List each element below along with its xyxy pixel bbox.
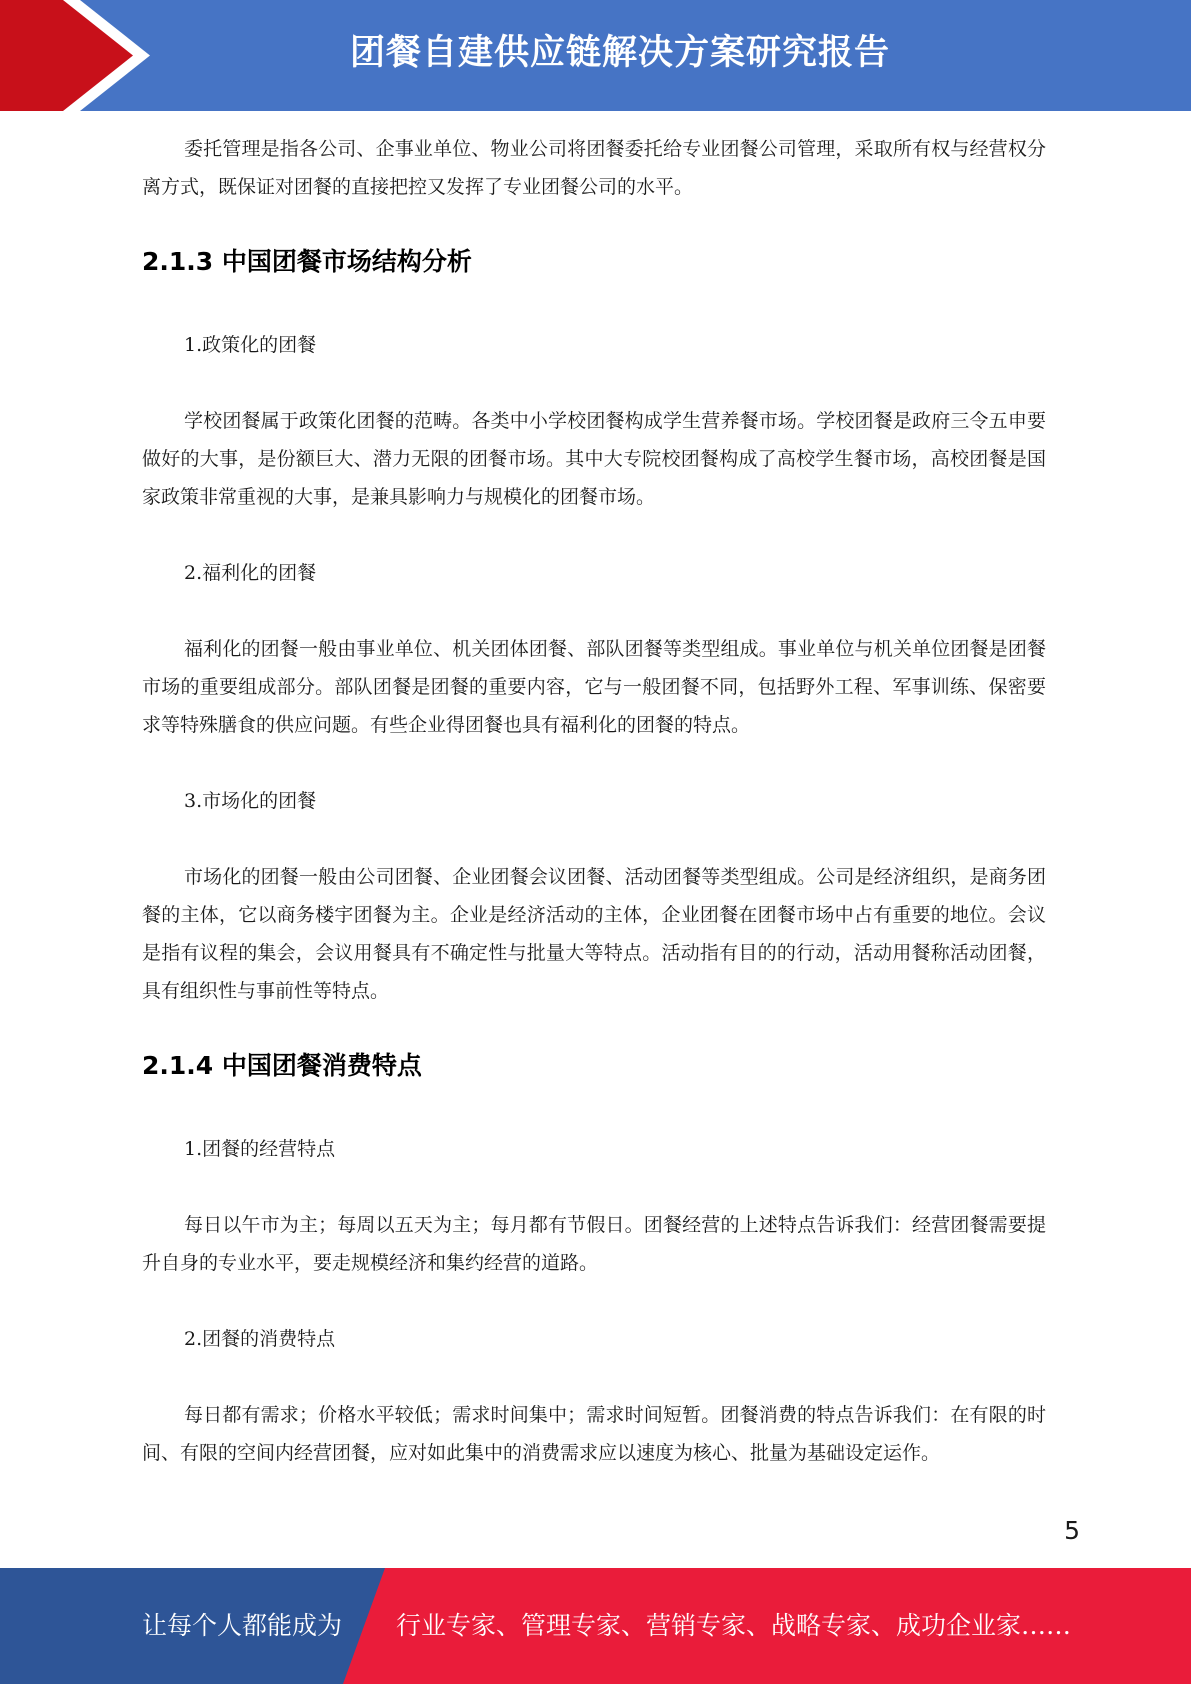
- subheading-welfare-catering: 2.福利化的团餐: [184, 562, 317, 584]
- paragraph-market-catering: 市场化的团餐一般由公司团餐、企业团餐会议团餐、活动团餐等类型组成。公司是经济组织，是商务团餐的主体，它以商务楼宇团餐为主。企业是经济活动的主体，企业团餐在团餐市场中占有重要的地位。会议是指有议程的集会，会议用餐具有不确定性与批量大等特点。活动指有目的的行动，活动用餐称活动团餐，具有组织性与事前性等特点。: [142, 866, 1046, 1002]
- paragraph-policy-catering: 学校团餐属于政策化团餐的范畴。各类中小学校团餐构成学生营养餐市场。学校团餐是政府三令五申要做好的大事，是份额巨大、潜力无限的团餐市场。其中大专院校团餐构成了高校学生餐市场，高校团餐是国家政策非常重视的大事，是兼具影响力与规模化的团餐市场。: [142, 410, 1046, 508]
- page-footer: [0, 1568, 1191, 1684]
- intro-paragraph: 委托管理是指各公司、企事业单位、物业公司将团餐委托给专业团餐公司管理，采取所有权与经营权分离方式，既保证对团餐的直接把控又发挥了专业团餐公司的水平。: [142, 138, 1046, 198]
- page-content: [142, 130, 1046, 1472]
- paragraph-operation-features: 每日以午市为主；每周以五天为主；每月都有节假日。团餐经营的上述特点告诉我们：经营团餐需要提升自身的专业水平，要走规模经济和集约经营的道路。: [142, 1214, 1046, 1274]
- section-title-2-1-4: 2.1.4 中国团餐消费特点: [142, 1051, 422, 1080]
- footer-slogan-right: 行业专家、管理专家、营销专家、战略专家、成功企业家……: [396, 1611, 1072, 1640]
- subheading-policy-catering: 1.政策化的团餐: [184, 334, 317, 356]
- header-chevron-icon: [0, 0, 160, 111]
- subheading-consumption-features: 2.团餐的消费特点: [184, 1328, 336, 1350]
- subheading-operation-features: 1.团餐的经营特点: [184, 1138, 336, 1160]
- report-title: 团餐自建供应链解决方案研究报告: [349, 33, 890, 73]
- page-header: [0, 0, 1191, 111]
- section-title-2-1-3: 2.1.3 中国团餐市场结构分析: [142, 247, 472, 276]
- footer-slogan-left: 让每个人都能成为: [142, 1611, 343, 1640]
- subheading-market-catering: 3.市场化的团餐: [184, 790, 317, 812]
- page-number: 5: [1064, 1516, 1080, 1545]
- paragraph-consumption-features: 每日都有需求；价格水平较低；需求时间集中；需求时间短暂。团餐消费的特点告诉我们：在有限的时间、有限的空间内经营团餐，应对如此集中的消费需求应以速度为核心、批量为基础设定运作。: [142, 1404, 1046, 1464]
- paragraph-welfare-catering: 福利化的团餐一般由事业单位、机关团体团餐、部队团餐等类型组成。事业单位与机关单位团餐是团餐市场的重要组成部分。部队团餐是团餐的重要内容，它与一般团餐不同，包括野外工程、军事训练、保密要求等特殊膳食的供应问题。有些企业得团餐也具有福利化的团餐的特点。: [142, 638, 1046, 736]
